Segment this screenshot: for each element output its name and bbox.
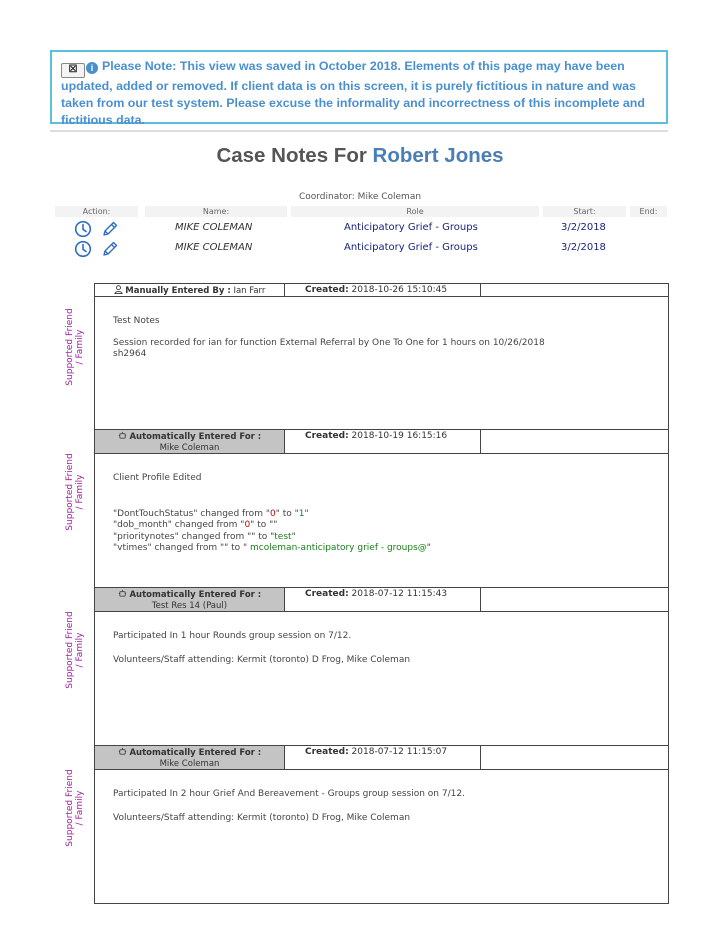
- edit-pencil-icon[interactable]: [101, 220, 119, 238]
- page-title: [0, 144, 720, 168]
- note-header: [95, 588, 668, 612]
- note-line: Client Profile Edited: [113, 473, 202, 483]
- assignment-row: [55, 239, 667, 259]
- note-line: Session recorded for ian for function External Referral by One To One for 1 hours on 10/26/2018: [113, 337, 545, 348]
- note-line: Volunteers/Staff attending: Kermit (toronto) D Frog, Mike Coleman: [113, 812, 411, 823]
- note-created: [285, 588, 481, 611]
- note-author: [95, 746, 285, 769]
- created-value: 2018-07-12 11:15:07: [351, 747, 448, 757]
- case-note: [94, 429, 669, 588]
- note-line: sh2964: [113, 349, 147, 359]
- title-prefix: Case Notes For: [216, 144, 367, 167]
- change-line: "dob_month" changed from "0" to "": [113, 520, 278, 530]
- note-header: [95, 746, 668, 770]
- note-line: Test Notes: [113, 316, 160, 326]
- created-label: Created:: [305, 589, 349, 599]
- note-line: Participated In 2 hour Grief And Bereavement - Groups group session on 7/12.: [113, 789, 465, 799]
- robot-icon: [118, 431, 127, 440]
- created-label: Created:: [305, 747, 349, 757]
- note-type-label: Automatically Entered For :: [129, 748, 262, 758]
- created-label: Created:: [305, 285, 349, 295]
- note-type-label: Manually Entered By :: [125, 286, 231, 296]
- clock-icon[interactable]: [74, 240, 92, 258]
- change-line: "prioritynotes" changed from "" to "test": [113, 531, 296, 542]
- header-start: Start:: [543, 206, 626, 217]
- note-type-label: Automatically Entered For :: [129, 590, 262, 600]
- created-value: 2018-10-26 15:10:45: [351, 285, 448, 295]
- note-created: [285, 430, 481, 453]
- coordinator-label: Coordinator: Mike Coleman: [298, 192, 422, 202]
- note-body: [113, 631, 410, 666]
- note-body: [113, 789, 465, 824]
- note-created: [285, 284, 481, 296]
- case-note: [94, 283, 669, 430]
- case-note: [94, 745, 669, 904]
- header-action: Action:: [55, 206, 138, 217]
- note-type-label: Automatically Entered For :: [129, 432, 262, 442]
- note-line: Participated In 1 hour Rounds group session on 7/12.: [113, 631, 352, 641]
- info-icon: i: [86, 62, 98, 74]
- edit-pencil-icon[interactable]: [101, 240, 119, 258]
- note-created: [285, 746, 481, 769]
- user-icon: [114, 285, 123, 294]
- assignment-start: 3/2/2018: [561, 222, 606, 233]
- header-role: Role: [291, 206, 539, 217]
- note-body: [113, 316, 545, 361]
- created-label: Created:: [305, 431, 349, 441]
- clock-icon[interactable]: [74, 220, 92, 238]
- assignment-role: Anticipatory Grief - Groups: [344, 222, 478, 233]
- note-line: Volunteers/Staff attending: Kermit (toronto) D Frog, Mike Coleman: [113, 654, 411, 665]
- notice-text: Please Note: This view was saved in October 2018. Elements of this page may have been updated, added or removed. If client data is on this screen, it is purely fictitious in nature and was taken from our test system. Please excuse the informality and incorrectness of this incomplete and fictitious data.: [61, 59, 645, 127]
- notice-banner: [50, 50, 668, 127]
- header-name: Name:: [145, 206, 287, 217]
- note-author-name: Ian Farr: [233, 286, 266, 296]
- created-value: 2018-10-19 16:15:16: [351, 431, 448, 441]
- client-name: Robert Jones: [372, 144, 504, 167]
- note-author-name: Mike Coleman: [159, 759, 220, 769]
- note-body: [113, 473, 431, 555]
- change-line: "vtimes" changed from "" to " mcoleman-anticipatory grief - groups@": [113, 543, 431, 553]
- note-author: [95, 284, 285, 296]
- assignment-role: Anticipatory Grief - Groups: [344, 242, 478, 253]
- note-side-label: Supported Friend / Family: [65, 453, 85, 531]
- robot-icon: [118, 747, 127, 756]
- created-value: 2018-07-12 11:15:43: [351, 589, 448, 599]
- note-header: [95, 284, 668, 297]
- assignment-start: 3/2/2018: [561, 242, 606, 253]
- note-side-label: Supported Friend / Family: [65, 611, 85, 689]
- note-author: [95, 430, 285, 453]
- assignment-name: MIKE COLEMAN: [175, 222, 253, 233]
- assignment-name: MIKE COLEMAN: [175, 242, 253, 253]
- note-side-label: Supported Friend / Family: [65, 769, 85, 847]
- header-end: End:: [630, 206, 667, 217]
- divider: [50, 130, 668, 132]
- note-author-name: Mike Coleman: [159, 443, 220, 453]
- note-author: [95, 588, 285, 611]
- case-note: [94, 587, 669, 746]
- close-icon[interactable]: ☒: [61, 63, 85, 78]
- change-line: "DontTouchStatus" changed from "0" to "1": [113, 508, 309, 519]
- note-header: [95, 430, 668, 454]
- note-side-label: Supported Friend / Family: [65, 308, 85, 386]
- robot-icon: [118, 589, 127, 598]
- assignment-row: [55, 219, 667, 239]
- note-author-name: Test Res 14 (Paul): [151, 601, 228, 611]
